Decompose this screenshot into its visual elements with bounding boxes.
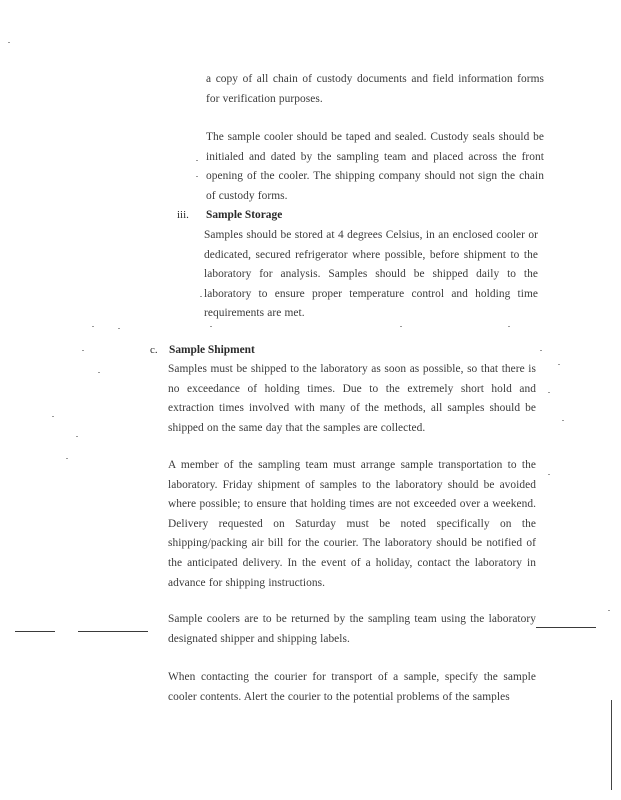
paragraph-cooler-return: Sample coolers are to be returned by the sampling team using the laboratory designated shipper and shipping labels. — [168, 613, 536, 645]
list-marker-c: c. — [150, 344, 158, 356]
scan-speck — [608, 610, 610, 611]
scan-speck — [558, 364, 560, 365]
scan-edge-line — [611, 700, 612, 790]
scan-speck — [8, 42, 10, 43]
scan-speck — [210, 326, 212, 327]
paragraph-sample-cooler: The sample cooler should be taped and sealed. Custody seals should be initialed and dated by the sampling team and placed across the front opening of the cooler. The shipping company should not sign the chain of custody forms. — [206, 131, 544, 202]
scan-speck — [540, 350, 542, 351]
scan-speck — [196, 160, 198, 161]
scan-speck — [118, 328, 120, 329]
paragraph-sample-shipment: Samples must be shipped to the laboratory as soon as possible, so that there is no exceedance of holding times. Due to the extremely short hold and extraction times involved with many of the methods, all samples should be shipped on the same day that the samples are collected. — [168, 363, 536, 434]
scan-speck — [82, 350, 84, 351]
scan-speck — [200, 296, 202, 297]
scan-rule-right — [536, 627, 596, 628]
scan-speck — [76, 436, 78, 437]
scan-speck — [66, 458, 68, 459]
paragraph-sample-storage: Samples should be stored at 4 degrees Celsius, in an enclosed cooler or dedicated, secured refrigerator where possible, before shipment to the laboratory for analysis. Samples should be shipped daily to the laboratory to ensure proper temperature control and holding time requirements are met. — [204, 229, 538, 320]
paragraph-sampling-team-transport: A member of the sampling team must arrange sample transportation to the laboratory. Friday shipment of samples to the laboratory should be avoided where possible; to ensure that holding times are not exceeded over a weekend. Delivery requested on Saturday must be noted specifically on the shipping/packing air bill for the courier. The laboratory should be notified of the anticipated delivery. In the event of a holiday, contact the laboratory in advance for shipping instructions. — [168, 459, 536, 589]
scan-rule-left — [15, 631, 55, 632]
scan-speck — [400, 326, 402, 327]
scan-speck — [562, 420, 564, 421]
scan-speck — [196, 176, 198, 177]
scan-speck — [548, 474, 550, 475]
scan-speck — [508, 326, 510, 327]
list-marker-iii: iii. — [177, 209, 189, 221]
scan-speck — [92, 326, 94, 327]
heading-sample-storage: Sample Storage — [206, 209, 283, 221]
scan-speck — [52, 416, 54, 417]
paragraph-chain-of-custody-copy: a copy of all chain of custody documents and field information forms for verification purposes. — [206, 73, 544, 105]
heading-sample-shipment: Sample Shipment — [169, 344, 255, 356]
paragraph-courier-contact: When contacting the courier for transport of a sample, specify the sample cooler contents. Alert the courier to the potential problems of the samples — [168, 671, 536, 703]
scan-rule-middle — [78, 631, 148, 632]
scan-speck — [548, 392, 550, 393]
scan-speck — [98, 372, 100, 373]
